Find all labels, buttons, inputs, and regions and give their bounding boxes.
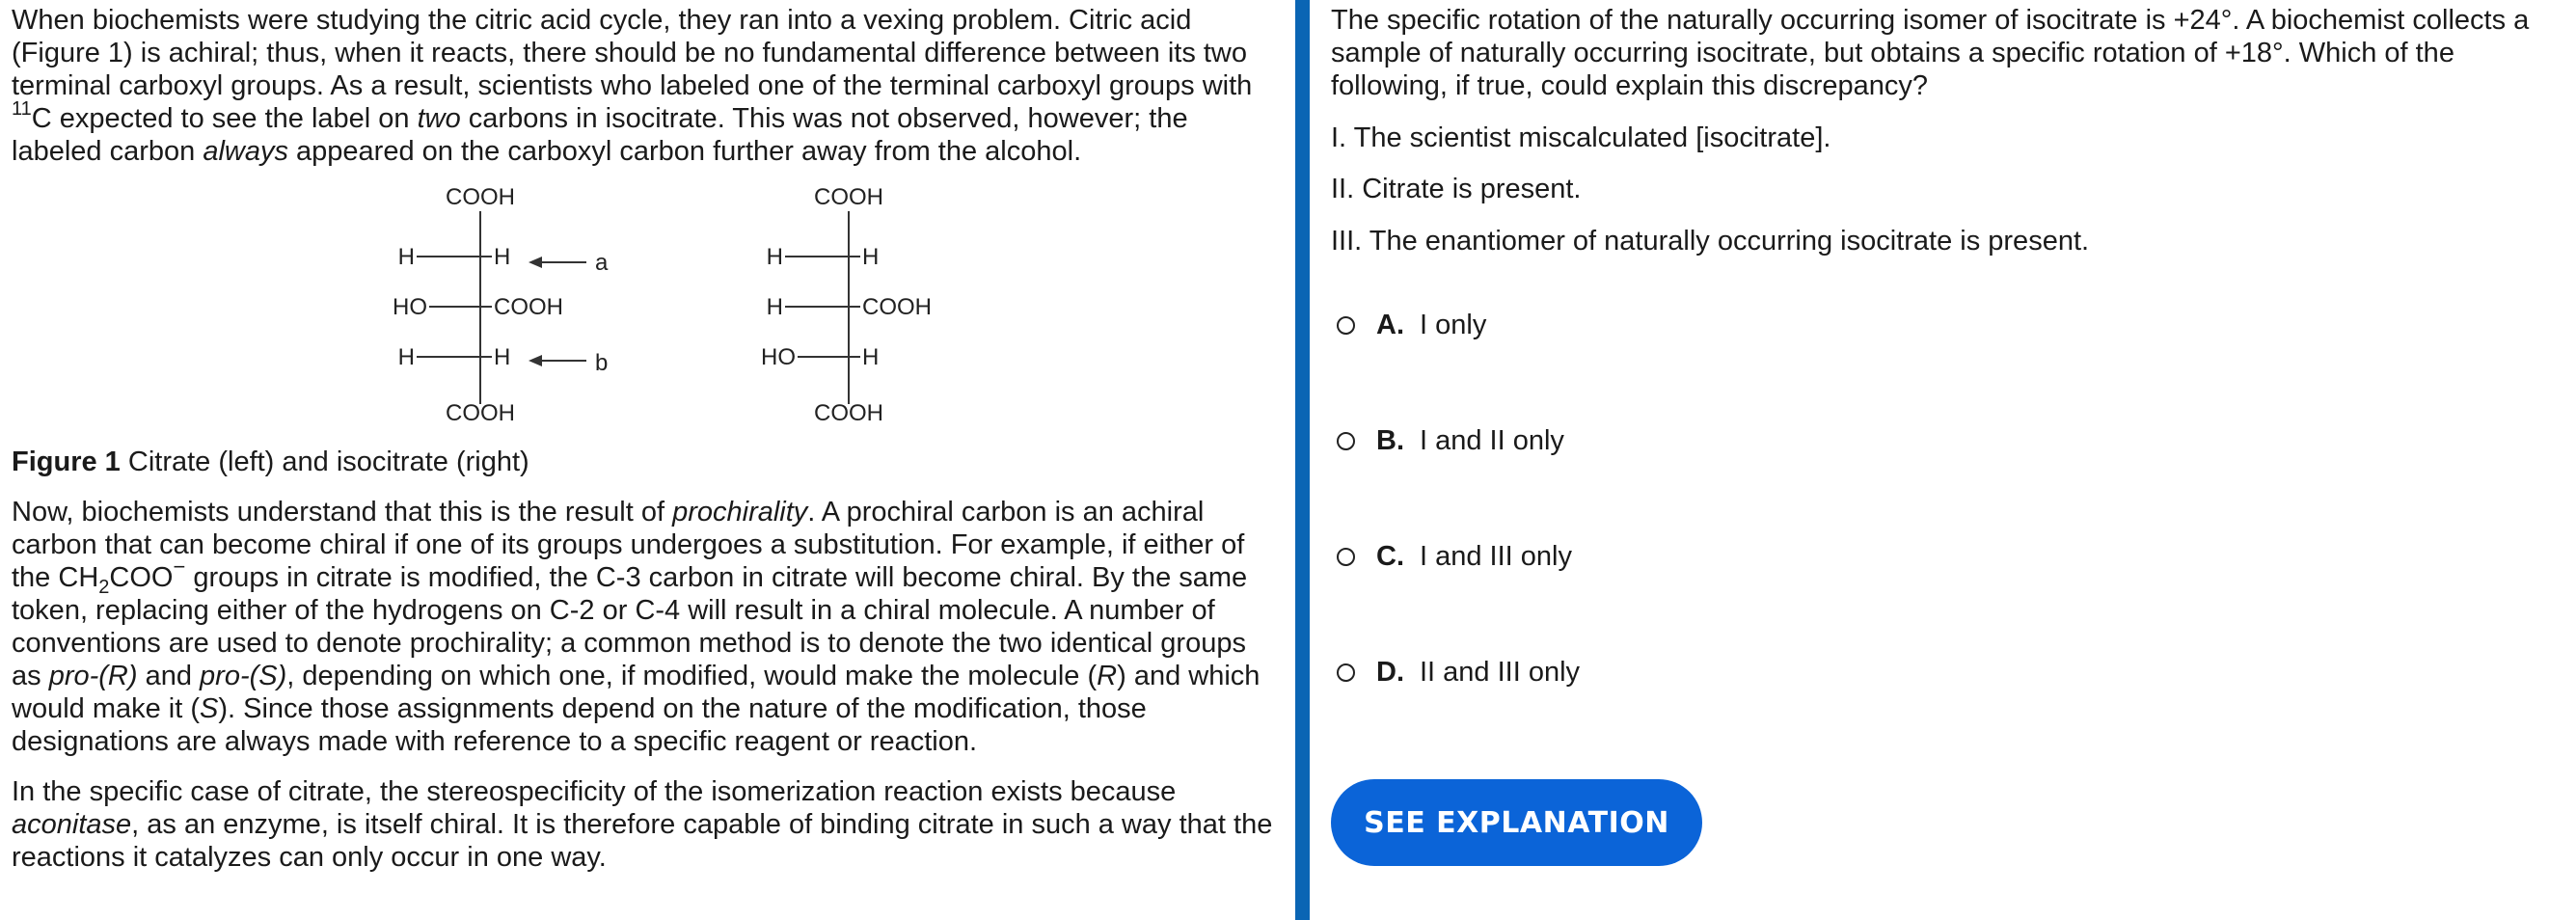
citrate-structure bbox=[393, 184, 609, 426]
choice-d-text: II and III only bbox=[1420, 657, 1581, 688]
statement-2: II. Citrate is present. bbox=[1331, 174, 1582, 204]
figure-caption: Figure 1 Citrate (left) and isocitrate (right) bbox=[12, 446, 529, 477]
citrate-arrow-label-b: b bbox=[595, 350, 609, 376]
choice-c[interactable] bbox=[1337, 537, 1572, 576]
choice-b[interactable] bbox=[1337, 421, 1564, 460]
question-pane bbox=[1331, 0, 2565, 920]
choice-b-letter: B. bbox=[1376, 425, 1404, 456]
statement-3: III. The enantiomer of naturally occurring isocitrate is present. bbox=[1331, 226, 2090, 257]
citrate-row1-left: H bbox=[397, 244, 415, 270]
statement-1: I. The scientist miscalculated [isocitrate]. bbox=[1331, 122, 1831, 153]
choice-c-radio[interactable] bbox=[1337, 548, 1355, 566]
citrate-row3-left: H bbox=[397, 344, 415, 370]
isocitrate-bottom-group: COOH bbox=[814, 400, 883, 426]
citrate-row3-right: H bbox=[494, 344, 511, 370]
pane-divider[interactable] bbox=[1295, 0, 1310, 920]
choice-a-text: I only bbox=[1420, 310, 1487, 340]
choice-a[interactable] bbox=[1337, 306, 1486, 344]
citrate-row1-right: H bbox=[494, 244, 511, 270]
choice-d-radio[interactable] bbox=[1337, 663, 1355, 682]
citrate-row2-left: HO bbox=[393, 294, 427, 320]
isocitrate-row2-left: H bbox=[766, 294, 783, 320]
choice-c-text: I and III only bbox=[1420, 541, 1572, 572]
choice-d-letter: D. bbox=[1376, 657, 1404, 688]
isocitrate-row3-left: HO bbox=[761, 344, 796, 370]
citrate-top-group: COOH bbox=[446, 184, 515, 210]
question-stem: The specific rotation of the naturally occurring isomer of isocitrate is +24°. A biochemist collects a sample of naturally occurring isocitrate, but obtains a specific rotation of +18°. Which of the following, if true, could explain this discrepancy? bbox=[1331, 5, 2530, 101]
isocitrate-top-group: COOH bbox=[814, 184, 883, 210]
choice-c-letter: C. bbox=[1376, 541, 1404, 572]
choice-a-letter: A. bbox=[1376, 310, 1404, 340]
citrate-bottom-group: COOH bbox=[446, 400, 515, 426]
isocitrate-row1-right: H bbox=[862, 244, 880, 270]
isocitrate-row1-left: H bbox=[766, 244, 783, 270]
passage-paragraph-2: Now, biochemists understand that this is the result of prochirality. A prochiral carbon is an achiral carbon that can become chiral if one of its groups undergoes a substitution. For example, if either of the $CH_2COO^-$ groups in citrate is modified, the C-3 carbon in citrate will become chiral. By the same token, replacing either of the hydrogens on C-2 or C-4 will result in a chiral molecule. A number of conventions are used to denote prochirality; a common method is to denote the two identical groups as pro-(R) and pro-(S), depending on which one, if modified, would make the molecule (R) and which would make it (S). Since those assignments depend on the nature of the modification, those designations are always made with reference to a specific reagent or reaction. bbox=[12, 497, 1261, 757]
choice-b-text: I and II only bbox=[1420, 425, 1564, 456]
choice-a-radio[interactable] bbox=[1337, 316, 1355, 335]
passage-paragraph-3: In the specific case of citrate, the stereospecificity of the isomerization reaction exists because aconitase, as an enzyme, is itself chiral. It is therefore capable of binding citrate in such a way that the reactions it catalyzes can only occur in one way. bbox=[12, 776, 1273, 873]
fischer-projections bbox=[12, 179, 1265, 446]
isocitrate-row2-right: COOH bbox=[862, 294, 932, 320]
choice-b-radio[interactable] bbox=[1337, 432, 1355, 450]
passage-paragraph-1: When biochemists were studying the citric acid cycle, they ran into a vexing problem. Citric acid (Figure 1) is achiral; thus, when it reacts, there should be no fundamental difference between its two terminal carboxyl groups. As a result, scientists who labeled one of the terminal carboxyl groups with $^{11}$C expected to see the label on two carbons in isocitrate. This was not observed, however; the labeled carbon always appeared on the carboxyl carbon further away from the alcohol. bbox=[12, 5, 1253, 167]
isocitrate-row3-right: H bbox=[862, 344, 880, 370]
figure-1 bbox=[12, 179, 1265, 446]
isocitrate-structure bbox=[761, 184, 932, 426]
citrate-arrow-label-a: a bbox=[595, 250, 609, 276]
see-explanation-button[interactable]: SEE EXPLANATION bbox=[1331, 779, 1702, 866]
citrate-row2-right: COOH bbox=[494, 294, 563, 320]
choice-d[interactable] bbox=[1337, 653, 1580, 691]
